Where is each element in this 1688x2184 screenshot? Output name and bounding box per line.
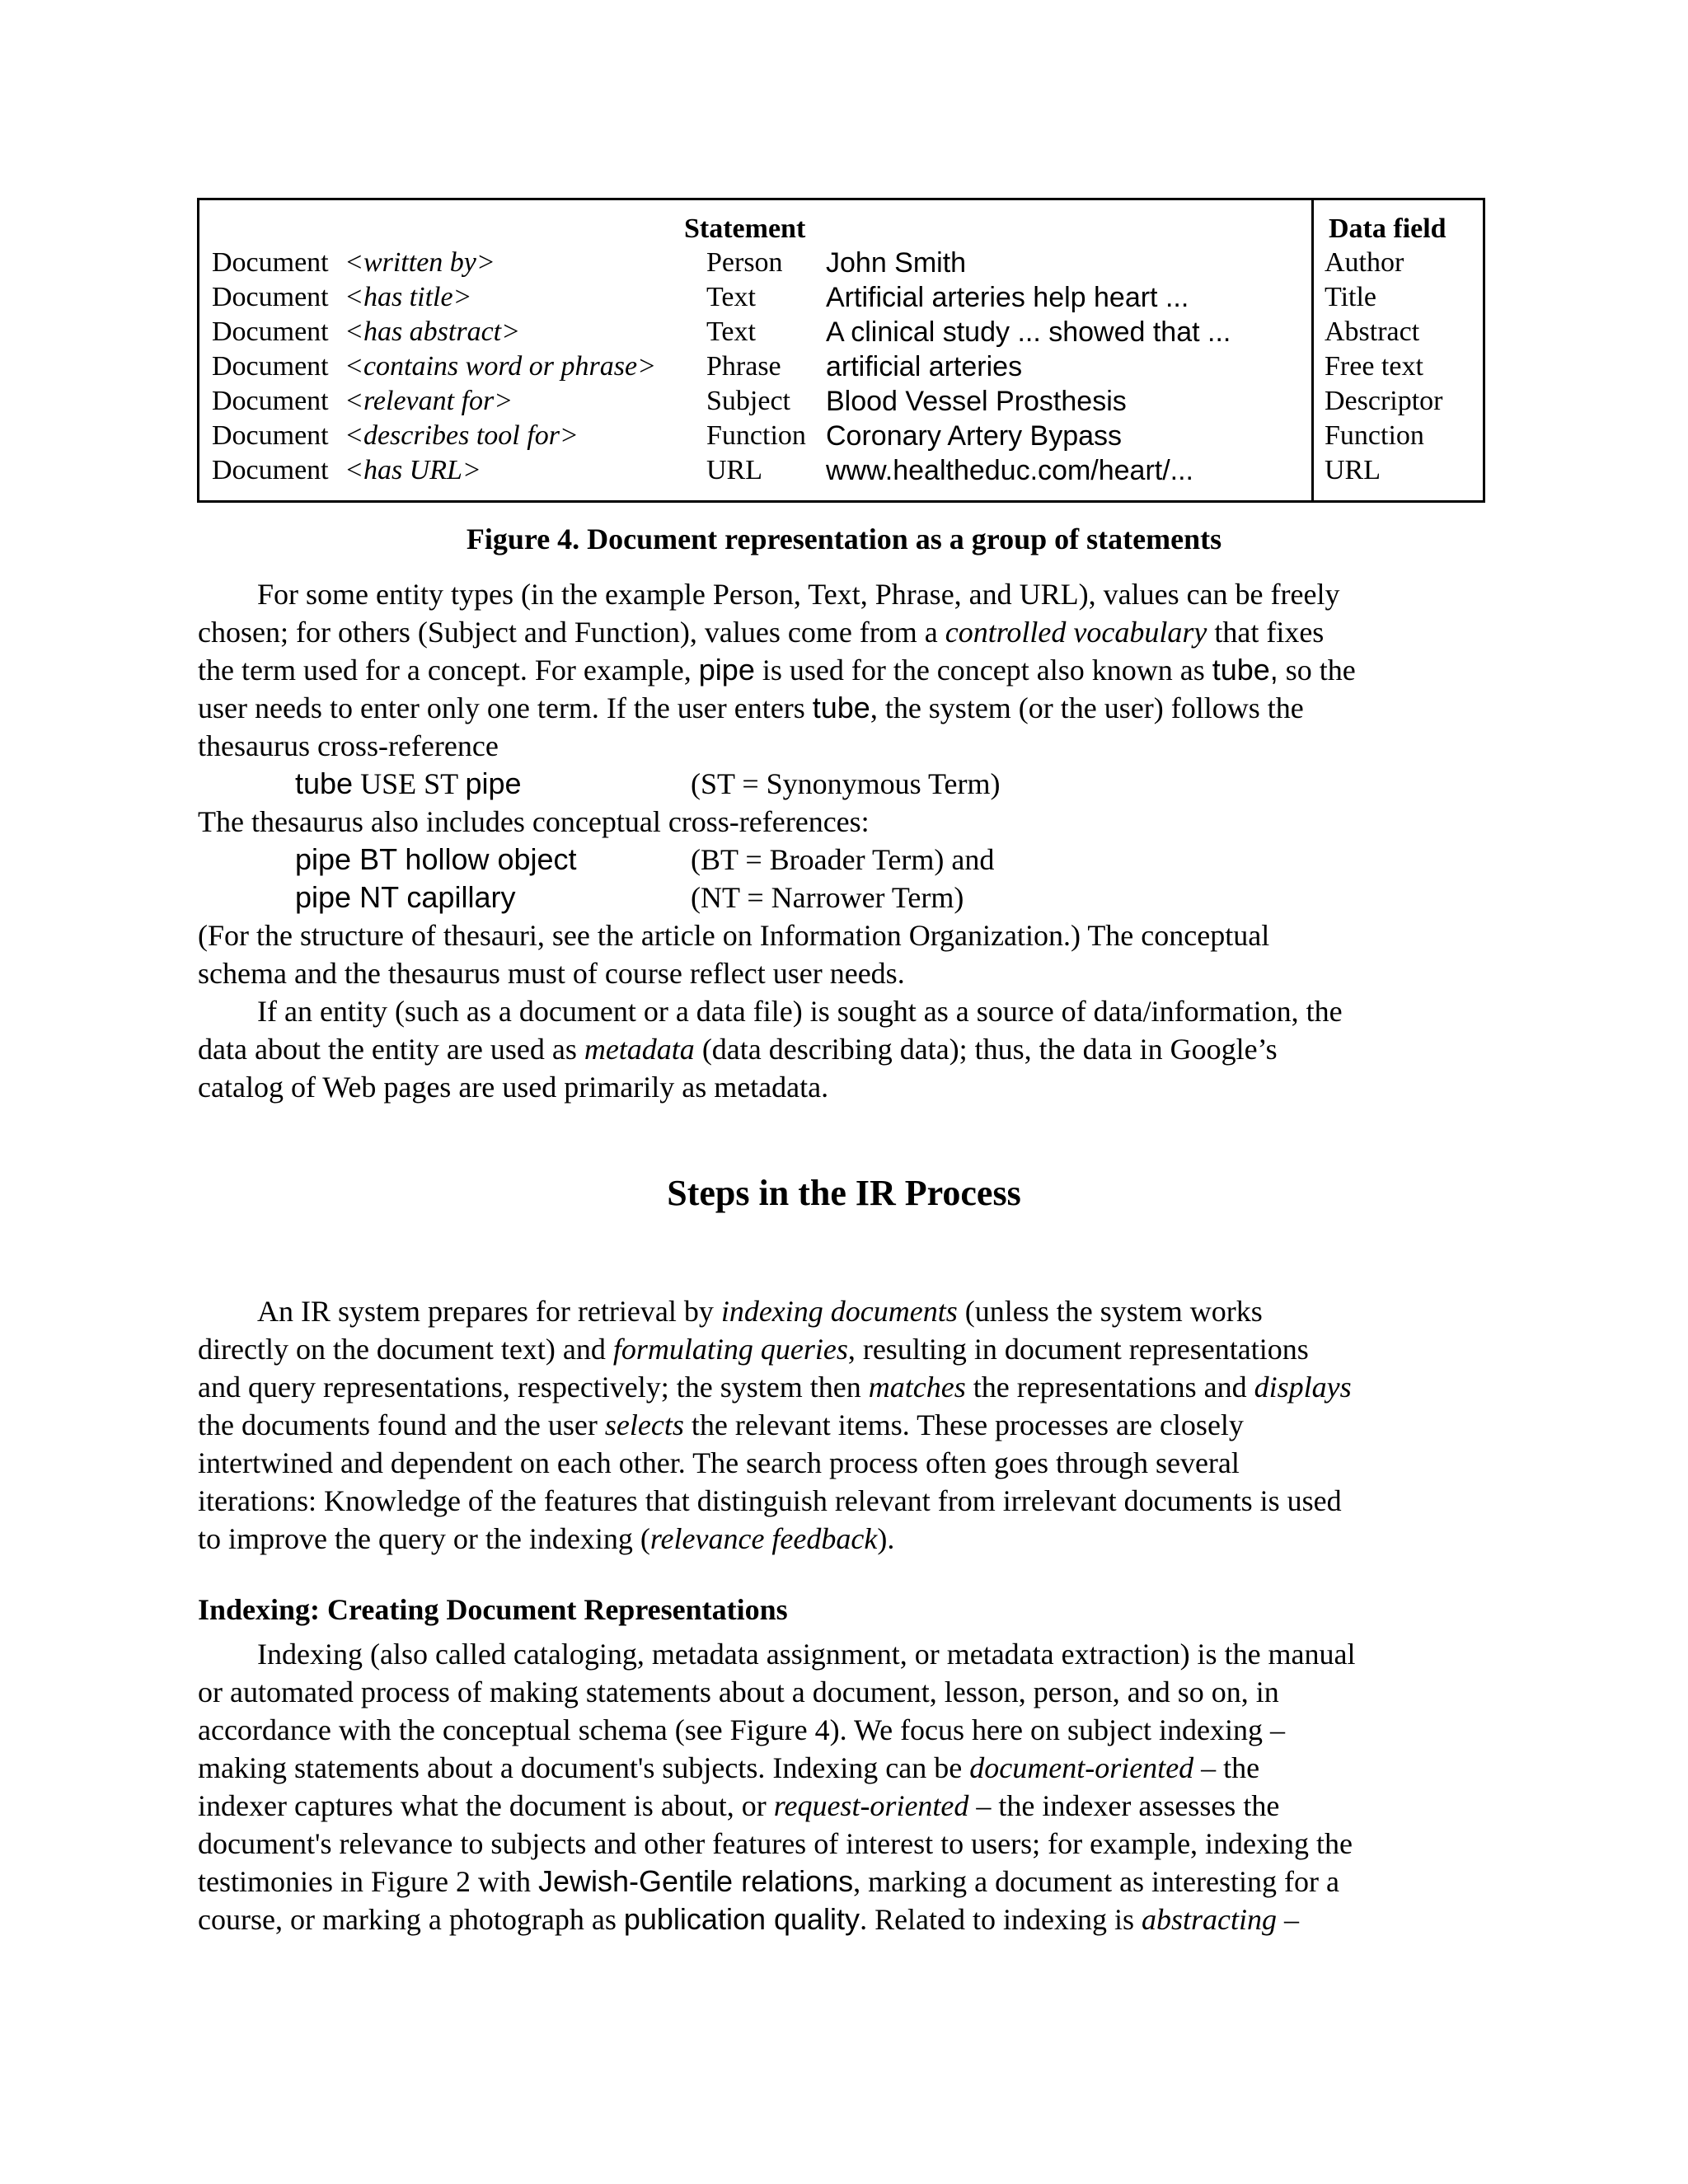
paragraph-controlled-vocabulary: [198, 575, 1517, 765]
text-line: testimonies in Figure 2 with Jewish-Gentile relations, marking a document as interesting for a: [198, 1864, 1339, 1898]
thesaurus-example-use: tube USE ST pipe: [295, 766, 522, 800]
text-line: chosen; for others (Subject and Function), values come from a controlled vocabulary that fixes: [198, 616, 1325, 649]
row-field: Abstract: [1325, 316, 1420, 347]
row-field: Title: [1325, 282, 1377, 312]
text-line: iterations: Knowledge of the features that distinguish relevant from irrelevant documents is used: [198, 1484, 1342, 1517]
thesaurus-intro: The thesaurus also includes conceptual cross-references:: [198, 805, 870, 838]
row-type: Text: [706, 282, 756, 312]
row-relation: <has title>: [345, 282, 472, 312]
text-line: thesaurus cross-reference: [198, 729, 499, 762]
row-relation: <written by>: [345, 247, 495, 278]
text-line: user needs to enter only one term. If the user enters tube, the system (or the user) follows the: [198, 691, 1304, 724]
row-field: Free text: [1325, 351, 1423, 382]
row-field: URL: [1325, 455, 1381, 485]
figure-row: [0, 384, 1688, 419]
row-subject: Document: [212, 247, 329, 278]
paragraph-indexing: [198, 1635, 1517, 1938]
text-line: the term used for a concept. For example, pipe is used for the concept also known as tube, so the: [198, 653, 1356, 687]
figure-row: [0, 349, 1688, 384]
figure-row: [0, 246, 1688, 280]
figure-caption: Figure 4. Document representation as a group of statements: [466, 523, 1222, 555]
row-relation: <contains word or phrase>: [345, 351, 657, 382]
row-subject: Document: [212, 351, 329, 382]
text-line: and query representations, respectively; the system then matches the representations and displays: [198, 1371, 1352, 1404]
row-subject: Document: [212, 386, 329, 416]
row-type: URL: [706, 455, 762, 485]
text-line: making statements about a document's subjects. Indexing can be document-oriented – the: [198, 1751, 1260, 1784]
text-line: An IR system prepares for retrieval by indexing documents (unless the system works: [257, 1295, 1263, 1328]
row-value: artificial arteries: [826, 351, 1023, 382]
row-subject: Document: [212, 455, 329, 485]
row-field: Function: [1325, 420, 1424, 451]
row-relation: <describes tool for>: [345, 420, 579, 451]
thesaurus-example-nt: pipe NT capillary: [295, 880, 516, 914]
statement-header: Statement: [684, 213, 806, 244]
row-subject: Document: [212, 316, 329, 347]
row-value: Blood Vessel Prosthesis: [826, 386, 1127, 417]
thesaurus-note-bt: (BT = Broader Term) and: [691, 843, 995, 876]
row-type: Function: [706, 420, 806, 451]
row-value: www.healtheduc.com/heart/...: [826, 455, 1194, 486]
thesaurus-note-st: (ST = Synonymous Term): [691, 767, 1001, 800]
row-type: Person: [706, 247, 783, 278]
row-value: Artificial arteries help heart ...: [826, 282, 1189, 313]
text-line: schema and the thesaurus must of course reflect user needs.: [198, 957, 905, 990]
text-line: indexer captures what the document is about, or request-oriented – the indexer assesses the: [198, 1789, 1280, 1822]
figure-row: [0, 453, 1688, 488]
text-line: catalog of Web pages are used primarily as metadata.: [198, 1071, 829, 1104]
row-relation: <has abstract>: [345, 316, 521, 347]
row-relation: <has URL>: [345, 455, 481, 485]
text-line: intertwined and dependent on each other. The search process often goes through several: [198, 1446, 1240, 1479]
paragraph-ir-system: [198, 1292, 1517, 1558]
text-line: If an entity (such as a document or a data file) is sought as a source of data/information, the: [257, 995, 1343, 1028]
row-value: Coronary Artery Bypass: [826, 420, 1123, 452]
row-subject: Document: [212, 420, 329, 451]
row-type: Phrase: [706, 351, 781, 382]
row-subject: Document: [212, 282, 329, 312]
subsection-title: Indexing: Creating Document Representations: [198, 1593, 788, 1626]
paragraph-metadata: [198, 992, 1517, 1106]
paragraph-thesauri-structure: [198, 916, 1517, 992]
figure-row: [0, 280, 1688, 315]
text-line: For some entity types (in the example Person, Text, Phrase, and URL), values can be freely: [257, 578, 1340, 611]
row-value: John Smith: [826, 247, 967, 279]
text-line: the documents found and the user selects the relevant items. These processes are closely: [198, 1408, 1244, 1441]
row-type: Subject: [706, 386, 790, 416]
figure-row: [0, 315, 1688, 349]
row-field: Descriptor: [1325, 386, 1443, 416]
text-line: data about the entity are used as metadata (data describing data); thus, the data in Google’s: [198, 1033, 1278, 1066]
text-line: accordance with the conceptual schema (see Figure 4). We focus here on subject indexing –: [198, 1713, 1285, 1746]
text-line: or automated process of making statements about a document, lesson, person, and so on, in: [198, 1675, 1279, 1708]
figure-row: [0, 419, 1688, 453]
text-line: Indexing (also called cataloging, metadata assignment, or metadata extraction) is the manual: [257, 1638, 1356, 1671]
text-line: directly on the document text) and formulating queries, resulting in document representations: [198, 1333, 1309, 1366]
thesaurus-note-nt: (NT = Narrower Term): [691, 881, 964, 914]
thesaurus-example-bt: pipe BT hollow object: [295, 842, 577, 876]
row-relation: <relevant for>: [345, 386, 513, 416]
row-value: A clinical study ... showed that ...: [826, 316, 1231, 348]
text-line: document's relevance to subjects and other features of interest to users; for example, indexing the: [198, 1827, 1353, 1860]
section-title: Steps in the IR Process: [667, 1173, 1021, 1213]
data-field-header: Data field: [1329, 213, 1447, 244]
text-line: (For the structure of thesauri, see the article on Information Organization.) The conceptual: [198, 919, 1270, 952]
row-field: Author: [1325, 247, 1404, 278]
row-type: Text: [706, 316, 756, 347]
text-line: course, or marking a photograph as publication quality. Related to indexing is abstracting –: [198, 1902, 1300, 1936]
text-line: to improve the query or the indexing (relevance feedback).: [198, 1522, 895, 1555]
